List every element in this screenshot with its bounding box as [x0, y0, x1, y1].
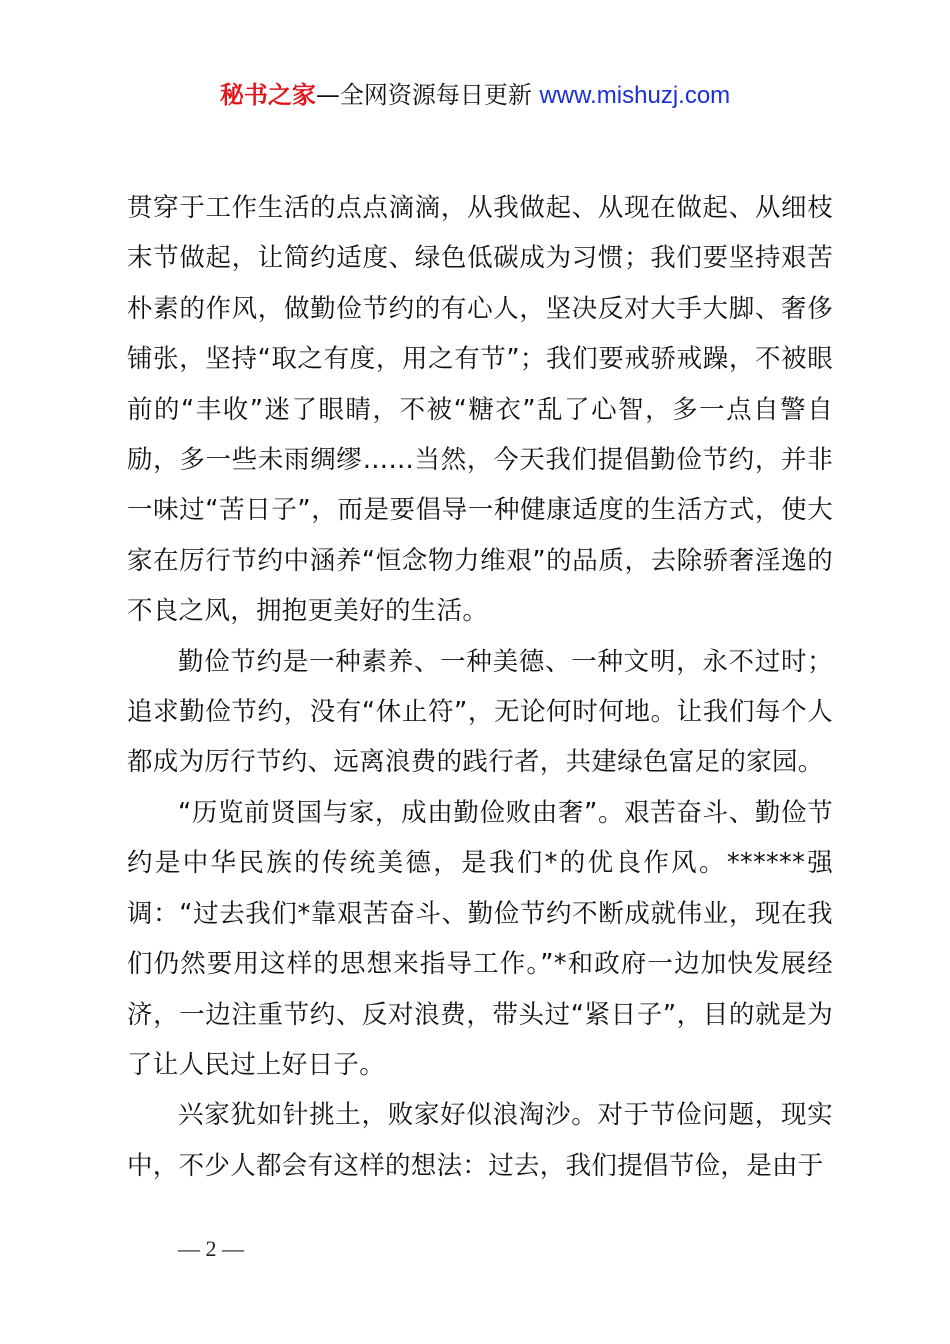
document-body	[127, 183, 833, 1191]
paragraph-1: 贯穿于工作生活的点点滴滴，从我做起、从现在做起、从细枝末节做起，让简约适度、绿色低碳成为习惯；我们要坚持艰苦朴素的作风，做勤俭节约的有心人，坚决反对大手大脚、奢侈铺张，坚持“取之有度，用之有节”；我们要戒骄戒躁，不被眼前的“丰收”迷了眼睛，不被“糖衣”乱了心智，多一点自警自励，多一些未雨绸缪……当然，今天我们提倡勤俭节约，并非一味过“苦日子”，而是要倡导一种健康适度的生活方式，使大家在厉行节约中涵养“恒念物力维艰”的品质，去除骄奢淫逸的不良之风，拥抱更美好的生活。	[127, 193, 833, 627]
paragraph-3: “历览前贤国与家，成由勤俭败由奢”。艰苦奋斗、勤俭节约是中华民族的传统美德，是我们*的优良作风。******强调：“过去我们*靠艰苦奋斗、勤俭节约不断成就伟业，现在我们仍然要用这样的思想来指导工作。”*和政府一边加快发展经济，一边注重节约、反对浪费，带头过“紧日子”，目的就是为了让人民过上好日子。	[127, 797, 833, 1080]
brand-name: 秘书之家	[219, 81, 316, 109]
page-number: — 2 —	[178, 1236, 244, 1261]
site-header	[0, 78, 950, 113]
paragraph-2: 勤俭节约是一种素养、一种美德、一种文明，永不过时；追求勤俭节约，没有“休止符”，无论何时何地。让我们每个人都成为厉行节约、远离浪费的践行者，共建绿色富足的家园。	[127, 646, 833, 778]
paragraph-4: 兴家犹如针挑土，败家好似浪淘沙。对于节俭问题，现实中，不少人都会有这样的想法：过去，我们提倡节俭，是由于	[127, 1100, 833, 1181]
header-slogan: —全网资源每日更新	[315, 81, 532, 109]
site-url-link[interactable]: www.mishuzj.com	[539, 82, 731, 109]
